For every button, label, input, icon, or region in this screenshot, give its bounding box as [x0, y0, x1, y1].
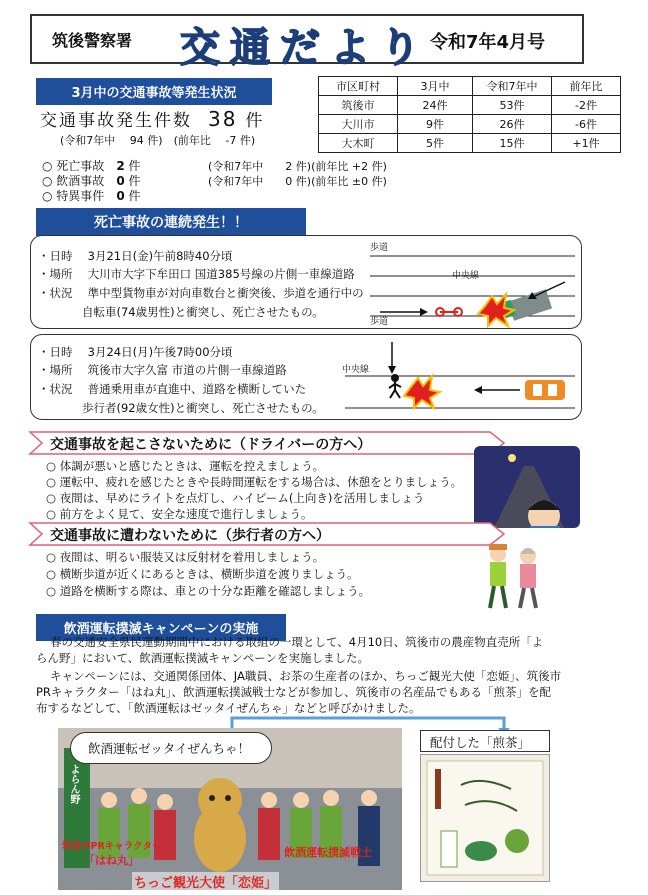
- pedestrians-illustration: [476, 540, 554, 612]
- campaign-heading: 飲酒運転撲滅キャンペーンの実施: [36, 614, 286, 641]
- campaign-para2-line1: キャンペーンには、交通関係団体、JA職員、お茶の生産者のほか、ちっご観光大使「恋姫」、筑後市: [50, 669, 562, 683]
- car-icon: [525, 380, 565, 400]
- collision-icon: [404, 376, 440, 408]
- shop-banner: よらん野: [68, 764, 79, 804]
- case1-state2: 自転車(74歳男性)と衝突し、死亡させたもの。: [82, 305, 324, 319]
- case2-state1: ・状況 普通乗用車が直進中、道路を横断していた: [38, 382, 307, 396]
- tea-label: 配付した「煎茶」: [430, 735, 531, 750]
- list-item: ○ 前方をよく見て、安全な速度で進行しましょう。: [46, 507, 313, 521]
- case2-date: ・日時 3月24日(月)午後7時00分頃: [38, 345, 233, 359]
- count-unit: 件: [245, 111, 265, 131]
- drivers-heading: 交通事故を起こさないために（ドライバーの方へ）: [50, 437, 372, 453]
- mascot-icon: [194, 778, 246, 872]
- table-header: 3月中: [398, 77, 473, 96]
- campaign-para1-line2: らん野」において、飲酒運転撲滅キャンペーンを実施しました。: [36, 651, 370, 665]
- stat-row-special: ○ 特異事件 0 件: [42, 189, 141, 203]
- table-header: 令和7年中: [473, 77, 552, 96]
- tea-package-illustration: [421, 755, 549, 881]
- list-item: ○ 横断歩道が近くにあるときは、横断歩道を渡りましょう。: [46, 567, 359, 581]
- stat-row-fatal: ○ 死亡事故 2 件: [42, 159, 141, 173]
- collision-icon: [478, 294, 514, 326]
- list-item: ○ 夜間は、早めにライトを点灯し、ハイビーム(上向き)を活用しましょう: [46, 491, 425, 505]
- accident-count: [40, 106, 264, 131]
- campaign-para2-line3: 布するなどして、「飲酒運転はゼッタイぜんちゃ」などと呼びかけました。: [36, 701, 421, 715]
- stat-row-fatal-detail: (令和7年中 2 件)(前年比 +2 件): [208, 160, 387, 173]
- table-row: 大川市 9件 26件 -6件: [319, 115, 621, 134]
- case1-centerline-label: 中央線: [452, 271, 480, 281]
- case1-place: ・場所 大川市大字下牟田口 国道385号線の片側一車線道路: [38, 267, 355, 281]
- bicycle-icon: [436, 308, 462, 316]
- label-koihime: ちっご観光大使「恋姫」: [132, 872, 279, 891]
- case2-place: ・場所 筑後市大字久富 市道の片側一車線道路: [38, 363, 287, 377]
- campaign-para2-line2: PRキャラクター「はね丸」、飲酒運転撲滅戦士などが参加し、筑後市の名産品でもある「煎茶」を配: [36, 685, 551, 699]
- case1-sidewalk-top-label: 歩道: [370, 243, 389, 253]
- fatal-heading: 死亡事故の連続発生！！: [36, 208, 306, 236]
- case1-diagram: [360, 238, 580, 328]
- stats-heading: 3月中の交通事故等発生状況: [36, 78, 272, 105]
- table-header: 前年比: [552, 77, 621, 96]
- case2-diagram: [340, 336, 580, 420]
- case2-centerline-label: 中央線: [342, 365, 370, 375]
- pedestrian-icon: [389, 375, 401, 398]
- campaign-para1-line1: 春の交通安全県民運動期間中における取組の一環として、4月10日、筑後市の農産物直売所「よ: [50, 635, 544, 649]
- speech-bubble-text: 飲酒運転ゼッタイぜんちゃ！: [88, 741, 251, 756]
- count-value: 38: [208, 107, 238, 131]
- case1-state1: ・状況 準中型貨物車が対向車数台と衝突後、歩道を通行中の: [38, 286, 364, 300]
- table-row: 大木町 5件 15件 +1件: [319, 134, 621, 153]
- case2-state2: 歩行者(92歳女性)と衝突し、死亡させたもの。: [82, 401, 324, 415]
- list-item: ○ 夜間は、明るい服装又は反射材を着用しましょう。: [46, 550, 325, 564]
- label-hanemaru-line1: 筑後市PRキャラクター: [62, 841, 162, 852]
- table-header: 市区町村: [319, 77, 398, 96]
- label-hanemaru-line2: 「はね丸」: [84, 854, 139, 867]
- issue-date: 令和7年4月号: [430, 32, 546, 53]
- case1-sidewalk-bottom-label: 歩道: [370, 317, 389, 327]
- case1-date: ・日時 3月21日(金)午前8時40分頃: [38, 249, 233, 263]
- stat-row-drunk: ○ 飲酒事故 0 件: [42, 174, 141, 188]
- tea-package-photo: [420, 754, 550, 882]
- table-row: 筑後市 24件 53件 -2件: [319, 96, 621, 115]
- count-label: 交通事故発生件数: [40, 111, 192, 131]
- list-item: ○ 道路を横断する際は、車との十分な距離を確認しましょう。: [46, 584, 371, 598]
- newsletter-title: 交通だより: [180, 25, 430, 71]
- stat-row-drunk-detail: (令和7年中 0 件)(前年比 ±0 件): [208, 175, 387, 188]
- list-item: ○ 体調が悪いと感じたときは、運転を控えましょう。: [46, 459, 325, 473]
- municipality-table: [318, 76, 621, 153]
- label-warrior: 飲酒運転撲滅戦士: [284, 846, 372, 859]
- count-sub: (令和7年中 94 件) (前年比 -7 件): [60, 134, 256, 147]
- list-item: ○ 運転中、疲れを感じたときや長時間運転をする場合は、休憩をとりましょう。: [46, 475, 463, 489]
- night-driver-illustration: [474, 446, 580, 528]
- station-name: 筑後警察署: [52, 31, 133, 50]
- pedestrians-heading: 交通事故に遭わないために（歩行者の方へ）: [50, 528, 330, 544]
